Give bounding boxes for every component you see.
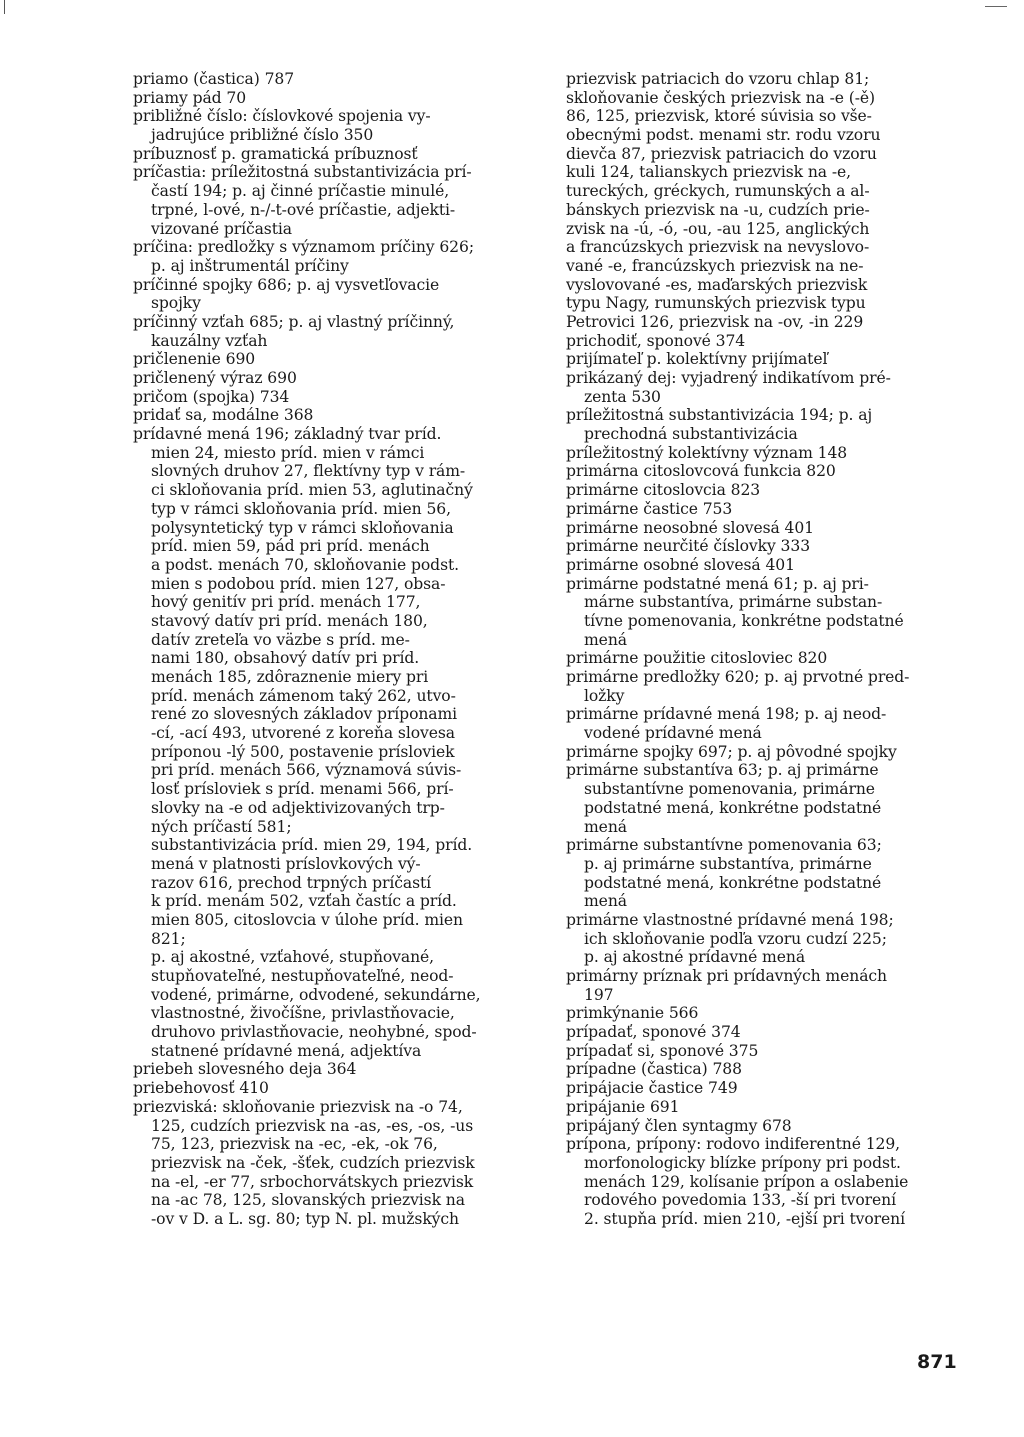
index-entry-line: približné číslo: číslovkové spojenia vy- xyxy=(133,107,431,126)
index-entry-line: prípona, prípony: rodovo indiferentné 129, xyxy=(566,1135,901,1154)
index-entry-line: priebehovosť 410 xyxy=(133,1079,269,1098)
index-entry-continuation: menách 185, zdôraznenie miery pri xyxy=(151,668,429,686)
index-entry-continuation: typ v rámci skloňovania príd. mien 56, xyxy=(151,499,451,518)
index-entry-continuation: substantívne pomenovania, primárne xyxy=(584,780,875,799)
index-entry-line: pričom (spojka) 734 xyxy=(133,387,290,406)
index-entry-line: príčina: predložky s významom príčiny 626; xyxy=(133,238,474,257)
index-entry-line: prípadať si, sponové 375 xyxy=(566,1041,759,1060)
top-edge-mark xyxy=(985,6,1007,7)
index-entry-line: dievča 87, priezvisk patriacich do vzoru xyxy=(566,144,877,163)
index-entry-line: primárne citoslovcia 823 xyxy=(566,481,761,500)
index-entry-continuation: podstatné mená, konkrétne podstatné xyxy=(584,798,882,817)
index-entry-continuation: vodené prídavné mená xyxy=(584,724,762,743)
index-entry-continuation: spojky xyxy=(151,294,201,313)
index-entry-line: prichodiť, sponové 374 xyxy=(566,331,746,350)
index-entry-continuation: p. aj primárne substantíva, primárne xyxy=(584,854,872,873)
index-entry-line: príčastia: príležitostná substantivizácia prí- xyxy=(133,163,472,182)
index-entry-line: primárne predložky 620; p. aj prvotné pred- xyxy=(566,668,910,686)
index-entry-line: primárne spojky 697; p. aj pôvodné spojky xyxy=(566,742,897,761)
index-entry-continuation: ich skloňovanie podľa vzoru cudzí 225; xyxy=(584,929,887,948)
index-entry-continuation: rodového povedomia 133, -ší pri tvorení xyxy=(584,1191,896,1210)
index-entry-line: primárne podstatné mená 61; p. aj pri- xyxy=(566,574,869,593)
index-entry-continuation: tívne pomenovania, konkrétne podstatné xyxy=(584,611,904,630)
index-entry-continuation: p. aj inštrumentál príčiny xyxy=(151,256,349,275)
index-entry-continuation: stupňovateľné, nestupňovateľné, neod- xyxy=(151,967,454,985)
index-entry-line: prikázaný dej: vyjadrený indikatívom pré- xyxy=(566,369,891,387)
index-entry-line: Petrovici 126, priezvisk na -ov, -in 229 xyxy=(566,312,864,331)
index-entry-continuation: prechodná substantivizácia xyxy=(584,425,798,444)
index-entry-continuation: morfonologicky blízke prípony pri podst. xyxy=(584,1153,901,1172)
index-entry-continuation: vizované príčastia xyxy=(151,219,292,238)
index-entry-continuation: podstatné mená, konkrétne podstatné xyxy=(584,873,882,892)
index-entry-continuation: 821; xyxy=(151,929,186,948)
index-entry-continuation: menách 129, kolísanie prípon a oslabenie xyxy=(584,1172,909,1191)
index-entry-line: zvisk na -ú, -ó, -ou, -au 125, anglických xyxy=(566,219,870,238)
index-entry-continuation: mená xyxy=(584,892,627,911)
index-entry-line: primárne substantívne pomenovania 63; xyxy=(566,836,882,855)
index-entry-continuation: 125, cudzích priezvisk na -as, -es, -os, -us xyxy=(151,1116,474,1135)
index-entry-line: priamo (častica) 787 xyxy=(133,70,295,88)
index-column-left xyxy=(133,70,535,1229)
index-entry-line: typu Nagy, rumunských priezvisk typu xyxy=(566,294,866,313)
index-entry-line: pričlenenie 690 xyxy=(133,350,256,369)
index-entry-line: primárny príznak pri prídavných menách xyxy=(566,967,887,985)
index-entry-continuation: mien 24, miesto príd. mien v rámci xyxy=(151,443,425,462)
index-entry-line: primkýnanie 566 xyxy=(566,1004,699,1023)
index-entry-line: pripájaný člen syntagmy 678 xyxy=(566,1116,792,1135)
index-entry-continuation: druhovo privlastňovacie, neohybné, spod- xyxy=(151,1023,477,1042)
index-entry-continuation: mená v platnosti príslovkových vý- xyxy=(151,854,421,873)
index-entry-line: 86, 125, priezvisk, ktoré súvisia so vše- xyxy=(566,107,872,126)
index-entry-line: príčinný vzťah 685; p. aj vlastný príčinný, xyxy=(133,312,455,331)
index-entry-continuation: vlastnostné, živočíšne, privlastňovacie, xyxy=(151,1004,455,1023)
page-number: 871 xyxy=(917,1351,957,1373)
index-entry-continuation: a podst. menách 70, skloňovanie podst. xyxy=(151,555,459,574)
index-entry-line: primárne substantíva 63; p. aj primárne xyxy=(566,761,879,780)
index-entry-continuation: slovky na -e od adjektivizovaných trp- xyxy=(151,798,445,817)
index-entry-continuation: -cí, -ací 493, utvorené z koreňa slovesa xyxy=(151,724,455,743)
index-entry-line: obecnými podst. menami str. rodu vzoru xyxy=(566,126,881,145)
index-entry-continuation: trpné, l-ové, n-/-t-ové príčastie, adjekti- xyxy=(151,200,456,219)
index-entry-line: príležitostný kolektívny význam 148 xyxy=(566,443,848,462)
index-entry-continuation: 197 xyxy=(584,985,614,1004)
index-entry-continuation: substantivizácia príd. mien 29, 194, príd. xyxy=(151,836,473,855)
index-entry-continuation: márne substantíva, primárne substan- xyxy=(584,593,883,612)
index-entry-line: kuli 124, talianskych priezvisk na -e, xyxy=(566,163,851,182)
index-entry-continuation: pri príd. menách 566, významová súvis- xyxy=(151,761,462,780)
index-entry-continuation: ných príčastí 581; xyxy=(151,817,292,836)
index-entry-continuation: ložky xyxy=(584,686,625,705)
index-entry-continuation: hový genitív pri príd. menách 177, xyxy=(151,593,421,612)
index-entry-line: pripájacie častice 749 xyxy=(566,1079,738,1098)
index-entry-continuation: rené zo slovesných základov príponami xyxy=(151,705,458,724)
index-entry-continuation: mená xyxy=(584,630,627,649)
index-entry-continuation: slovných druhov 27, flektívny typ v rám- xyxy=(151,462,466,481)
index-entry-continuation: vodené, primárne, odvodené, sekundárne, xyxy=(151,985,481,1004)
index-entry-continuation: mená xyxy=(584,817,627,836)
index-entry-continuation: jadrujúce približné číslo 350 xyxy=(151,126,374,145)
index-entry-line: a francúzskych priezvisk na nevyslovo- xyxy=(566,238,870,257)
index-entry-line: primárne prídavné mená 198; p. aj neod- xyxy=(566,705,887,724)
index-entry-continuation: stavový datív pri príd. menách 180, xyxy=(151,611,428,630)
index-entry-continuation: príd. menách zámenom taký 262, utvo- xyxy=(151,686,456,705)
index-entry-continuation: nami 180, obsahový datív pri príd. xyxy=(151,649,420,668)
index-entry-line: primárne častice 753 xyxy=(566,499,733,518)
index-entry-line: primárne neosobné slovesá 401 xyxy=(566,518,814,537)
index-entry-line: primárne vlastnostné prídavné mená 198; xyxy=(566,910,894,929)
index-entry-continuation: častí 194; p. aj činné príčastie minulé, xyxy=(151,182,450,201)
index-entry-continuation: na -el, -er 77, srbochorvátskych priezvisk xyxy=(151,1172,474,1191)
index-entry-line: primárne neurčité číslovky 333 xyxy=(566,537,811,556)
index-entry-line: prijímateľ p. kolektívny prijímateľ xyxy=(566,350,828,369)
index-entry-continuation: k príd. menám 502, vzťah častíc a príd. xyxy=(151,892,457,911)
index-entry-line: príčinné spojky 686; p. aj vysvetľovacie xyxy=(133,275,440,294)
index-entry-line: priezvisk patriacich do vzoru chlap 81; xyxy=(566,70,870,88)
index-entry-continuation: mien 805, citoslovcia v úlohe príd. mien xyxy=(151,910,463,929)
index-entry-line: pričlenený výraz 690 xyxy=(133,369,297,387)
index-entry-continuation: losť prísloviek s príd. menami 566, prí- xyxy=(151,780,454,799)
index-entry-line: prípadať, sponové 374 xyxy=(566,1023,741,1042)
index-entry-continuation: na -ac 78, 125, slovanských priezvisk na xyxy=(151,1191,465,1210)
index-entry-continuation: statnené prídavné mená, adjektíva xyxy=(151,1041,422,1060)
index-entry-continuation: 2. stupňa príd. mien 210, -ejší pri tvorení xyxy=(584,1209,905,1228)
index-column-right xyxy=(566,70,964,1229)
index-entry-line: priezviská: skloňovanie priezvisk na -o 74, xyxy=(133,1097,463,1116)
index-entry-line: tureckých, gréckych, rumunských a al- xyxy=(566,182,870,201)
index-entry-line: prídavné mená 196; základný tvar príd. xyxy=(133,425,442,444)
index-entry-continuation: ci skloňovania príd. mien 53, aglutinačný xyxy=(151,481,473,500)
index-entry-continuation: -ov v D. a L. sg. 80; typ N. pl. mužských xyxy=(151,1209,459,1228)
index-entry-continuation: datív zreteľa vo väzbe s príd. me- xyxy=(151,630,410,649)
index-entry-line: skloňovanie českých priezvisk na -e (-ě) xyxy=(566,88,876,107)
index-entry-continuation: zenta 530 xyxy=(584,387,661,406)
index-entry-line: primárna citoslovcová funkcia 820 xyxy=(566,462,836,481)
index-entry-line: primárne osobné slovesá 401 xyxy=(566,555,795,574)
index-entry-line: príležitostná substantivizácia 194; p. aj xyxy=(566,406,873,425)
index-entry-continuation: p. aj akostné prídavné mená xyxy=(584,948,806,967)
index-entry-line: priamy pád 70 xyxy=(133,88,247,107)
index-entry-line: pridať sa, modálne 368 xyxy=(133,406,314,425)
index-entry-line: prípadne (častica) 788 xyxy=(566,1060,742,1079)
index-entry-continuation: 75, 123, priezvisk na -ec, -ek, -ok 76, xyxy=(151,1135,438,1154)
index-entry-continuation: mien s podobou príd. mien 127, obsa- xyxy=(151,574,446,593)
index-entry-continuation: priezvisk na -ček, -šťek, cudzích priezvisk xyxy=(151,1153,475,1172)
index-entry-line: bánskych priezvisk na -u, cudzích prie- xyxy=(566,200,870,219)
top-left-edge-mark xyxy=(4,0,5,14)
index-entry-line: vyslovované -es, maďarských priezvisk xyxy=(566,275,868,294)
index-entry-line: priebeh slovesného deja 364 xyxy=(133,1060,357,1079)
index-entry-continuation: príd. mien 59, pád pri príd. menách xyxy=(151,537,430,556)
index-entry-line: príbuznosť p. gramatická príbuznosť xyxy=(133,144,418,163)
index-entry-continuation: p. aj akostné, vzťahové, stupňované, xyxy=(151,948,435,967)
index-entry-continuation: razov 616, prechod trpných príčastí xyxy=(151,873,432,892)
index-entry-line: pripájanie 691 xyxy=(566,1097,680,1116)
index-entry-line: primárne použitie citosloviec 820 xyxy=(566,649,828,668)
index-entry-continuation: polysyntetický typ v rámci skloňovania xyxy=(151,518,454,537)
index-entry-continuation: príponou -lý 500, postavenie prísloviek xyxy=(151,742,455,761)
index-entry-continuation: kauzálny vzťah xyxy=(151,331,268,350)
index-entry-line: vané -e, francúzskych priezvisk na ne- xyxy=(566,256,864,275)
